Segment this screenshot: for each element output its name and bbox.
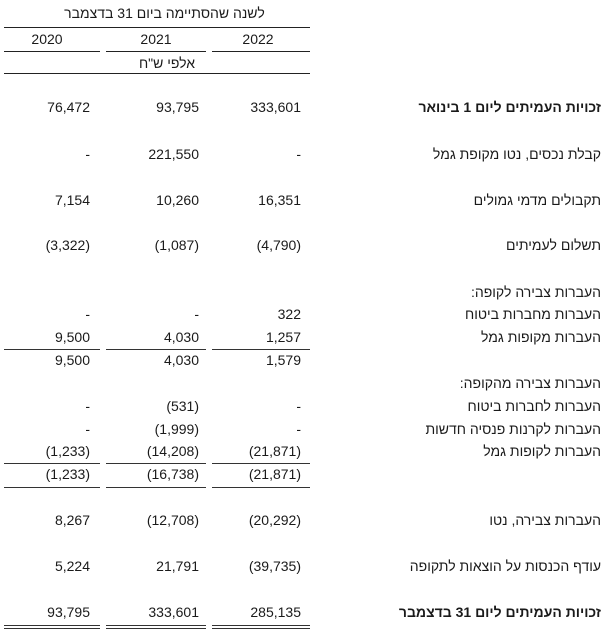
cell-2021: 21,791	[156, 558, 199, 574]
subtotal-bottom-rule	[106, 487, 206, 488]
subtotal-rule	[4, 463, 100, 464]
year-2021-header: 2021	[140, 31, 172, 47]
cell-2020: 93,795	[47, 604, 90, 620]
table-row	[0, 192, 603, 212]
subtotal-rule	[212, 349, 310, 350]
row-label: העברות לקרנות פנסיה חדשות	[425, 421, 601, 437]
period-header: לשנה שהסתיימה ביום 31 בדצמבר	[64, 5, 265, 21]
cell-2021: 10,260	[156, 192, 199, 208]
row-label: העברות לחברות ביטוח	[467, 398, 601, 414]
section-heading-row	[0, 375, 603, 395]
cell-2022: 16,351	[258, 192, 301, 208]
cell-2021: -	[194, 306, 199, 322]
cell-2022: 333,601	[250, 99, 301, 115]
cell-2022: -	[296, 398, 301, 414]
cell-2021: 4,030	[163, 329, 199, 345]
subtotal-row	[0, 466, 603, 486]
subtotal-bottom-rule	[212, 487, 310, 488]
unit-label: אלפי ש"ח	[138, 55, 196, 71]
cell-2020: -	[85, 146, 90, 162]
cell-2021: 4,030	[163, 352, 199, 368]
cell-2021: (16,738)	[146, 466, 199, 482]
table-row	[0, 99, 603, 119]
row-label: זכויות העמיתים ליום 1 בינואר	[418, 99, 601, 115]
row-label: קבלת נכסים, נטו מקופת גמל	[432, 146, 601, 162]
row-label: זכויות העמיתים ליום 31 בדצמבר	[398, 604, 601, 620]
year-2022-header: 2022	[242, 31, 274, 47]
cell-2022: -	[296, 146, 301, 162]
table-row	[0, 329, 603, 349]
table-row	[0, 146, 603, 166]
cell-2020: -	[85, 398, 90, 414]
row-label: העברות מחברות ביטוח	[465, 306, 601, 322]
row-label: העברות מקופות גמל	[480, 329, 601, 345]
total-double-rule	[4, 628, 100, 629]
cell-2021: (1,087)	[154, 237, 199, 253]
row-label: העברות צבירה, נטו	[489, 512, 601, 528]
cell-2022: 322	[277, 306, 301, 322]
cell-2020: -	[85, 306, 90, 322]
cell-2022: 1,257	[265, 329, 301, 345]
total-row	[0, 604, 603, 624]
row-label: תקבולים מדמי גמולים	[473, 192, 601, 208]
cell-2021: 93,795	[156, 99, 199, 115]
row-label: העברות צבירה לקופה:	[470, 284, 601, 300]
cell-2020: (1,233)	[45, 466, 90, 482]
unit-rule	[4, 73, 310, 74]
cell-2021: 221,550	[148, 146, 199, 162]
cell-2022: (20,292)	[248, 512, 301, 528]
table-row	[0, 512, 603, 532]
cell-2020: 76,472	[47, 99, 90, 115]
row-label: העברות לקופות גמל	[483, 443, 601, 459]
subtotal-rule	[106, 463, 206, 464]
cell-2021: (1,999)	[154, 421, 199, 437]
table-row	[0, 443, 603, 463]
year-rule-2020	[4, 51, 100, 52]
cell-2020: 5,224	[54, 558, 90, 574]
subtotal-rule	[106, 349, 206, 350]
cell-2021: (14,208)	[146, 443, 199, 459]
header-rule	[4, 27, 310, 28]
cell-2022: 1,579	[265, 352, 301, 368]
cell-2022: -	[296, 421, 301, 437]
subtotal-row	[0, 352, 603, 372]
cell-2022: (21,871)	[248, 443, 301, 459]
row-label: העברות צבירה מהקופה:	[459, 375, 601, 391]
cell-2020: 7,154	[54, 192, 90, 208]
row-label: תשלום לעמיתים	[506, 237, 601, 253]
total-double-rule	[212, 625, 310, 626]
cell-2020: 8,267	[54, 512, 90, 528]
row-label: עודף הכנסות על הוצאות לתקופה	[409, 558, 601, 574]
total-double-rule	[212, 628, 310, 629]
cell-2021: 333,601	[148, 604, 199, 620]
table-row	[0, 558, 603, 578]
cell-2020: (1,233)	[45, 443, 90, 459]
cell-2022: (21,871)	[248, 466, 301, 482]
year-rule-2022	[212, 51, 310, 52]
total-double-rule	[4, 625, 100, 626]
table-row	[0, 421, 603, 441]
cell-2022: (4,790)	[256, 237, 301, 253]
year-rule-2021	[106, 51, 206, 52]
cell-2020: 9,500	[54, 352, 90, 368]
subtotal-rule	[4, 349, 100, 350]
subtotal-rule	[212, 463, 310, 464]
cell-2022: 285,135	[250, 604, 301, 620]
table-row	[0, 398, 603, 418]
section-heading-row	[0, 284, 603, 304]
subtotal-bottom-rule	[4, 487, 100, 488]
year-2020-header: 2020	[31, 31, 63, 47]
total-double-rule	[106, 628, 206, 629]
cell-2022: (39,735)	[248, 558, 301, 574]
cell-2020: 9,500	[54, 329, 90, 345]
cell-2020: (3,322)	[45, 237, 90, 253]
table-row	[0, 306, 603, 326]
total-double-rule	[106, 625, 206, 626]
cell-2020: -	[85, 421, 90, 437]
cell-2021: (531)	[166, 398, 199, 414]
table-row	[0, 237, 603, 257]
cell-2021: (12,708)	[146, 512, 199, 528]
